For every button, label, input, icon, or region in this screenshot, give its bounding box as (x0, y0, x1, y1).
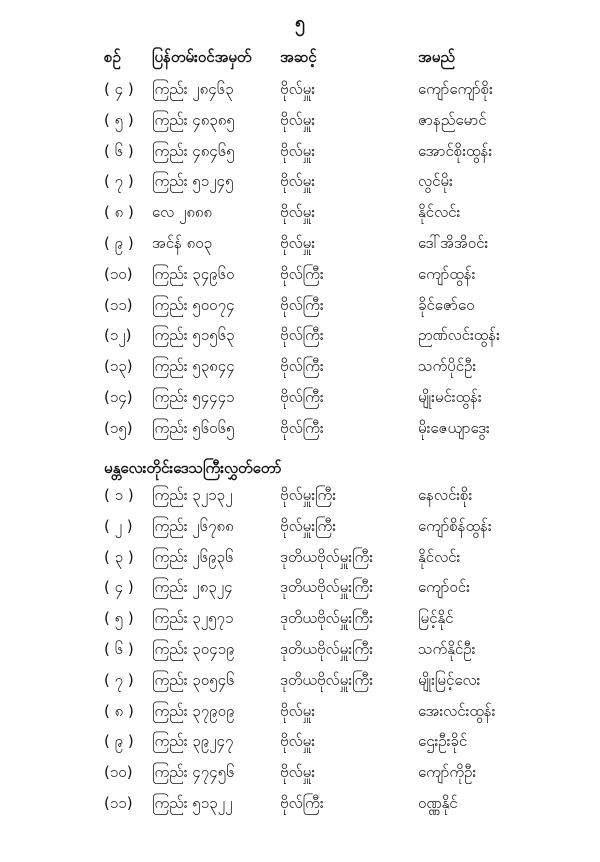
table-row (0, 262, 600, 286)
table-header (0, 45, 600, 69)
table-row (0, 385, 600, 409)
gazette-number-cell: ကြည်း ၅၄၄၄၁ (152, 388, 235, 406)
name-cell: ဌေးဦးခိုင် (418, 732, 468, 751)
gazette-number-cell: အင်န် ၈၀၃ (152, 234, 213, 252)
serial-cell: (၁၅) (104, 418, 133, 437)
section-title: မန္တလေးတိုင်းဒေသကြီးလွှတ်တော် (104, 459, 282, 477)
rank-cell: ဗိုလ်ကြီး (280, 326, 324, 345)
table-row (0, 416, 600, 440)
serial-cell: (၁၂) (104, 326, 132, 345)
gazette-number-cell: ကြည်း ၃၉၂၄၇ (152, 732, 234, 751)
name-cell: မျိုးမြင့်လေး (418, 670, 481, 689)
gazette-number-cell: ကြည်း ၅၀၀၇၄ (152, 295, 235, 314)
serial-cell: ( ၆ ) (104, 141, 134, 160)
rank-cell: ဗိုလ်မှူး (280, 110, 316, 129)
serial-cell: ( ၇ ) (104, 172, 134, 191)
rank-cell: ဒုတိယဗိုလ်မှူးကြီး (280, 547, 374, 566)
rank-cell: ဗိုလ်ကြီး (280, 794, 324, 812)
gazette-number-cell: ကြည်း ၃၂၅၇၁ (152, 609, 234, 628)
name-cell: သက်ပိုင်ဦး (418, 357, 477, 376)
gazette-number-cell: ကြည်း ၄၈၄၆၅ (152, 141, 235, 160)
gazette-number-cell: ကြည်း ၅၁၃၂၂ (152, 794, 233, 812)
gazette-number-cell: လေ ၂၈၈၈ (152, 203, 213, 222)
rank-cell: ဒုတိယဗိုလ်မှူးကြီး (280, 640, 374, 658)
name-cell: နိုင်လင်း (418, 203, 461, 222)
gazette-number-cell: ကြည်း ၅၁၅၆၃ (152, 326, 235, 345)
rank-cell: ဗိုလ်မှူး (280, 141, 316, 160)
gazette-number-cell: ကြည်း ၂၈၄၆၃ (152, 80, 234, 98)
serial-cell: ( ၆ ) (104, 640, 134, 658)
name-cell: မိုးဇေယျာဒွေး (418, 418, 490, 437)
name-cell: လွင်မိုး (418, 172, 453, 191)
table-row (0, 699, 600, 723)
name-cell: နိုင်လင်း (418, 547, 461, 566)
table-row (0, 545, 600, 569)
rank-cell: ဗိုလ်မှူး (280, 234, 316, 252)
name-cell: သက်နိုင်ဦး (418, 640, 476, 658)
table-row (0, 637, 600, 661)
table-row (0, 791, 600, 815)
table-row (0, 231, 600, 255)
name-cell: ခိုင်ဇော်ဝေ (418, 295, 475, 314)
gazette-number-cell: ကြည်း ၄၇၄၅၆ (152, 763, 235, 782)
serial-cell: ( ၉ ) (104, 234, 134, 252)
gazette-number-cell: ကြည်း ၃၀၄၁၉ (152, 640, 235, 658)
gazette-number-cell: ကြည်း ၅၃၈၄၄ (152, 357, 235, 376)
table-row (0, 139, 600, 163)
gazette-number-cell: ကြည်း ၂၈၃၂၄ (152, 578, 233, 597)
table-row (0, 293, 600, 317)
rank-cell: ဗိုလ်မှူး (280, 732, 316, 751)
rank-cell: ဗိုလ်မှူး (280, 172, 316, 191)
serial-cell: ( ၉ ) (104, 732, 134, 751)
serial-cell: (၁၁) (104, 295, 133, 314)
name-cell: အောင်စိုးထွန်း (418, 141, 493, 160)
table-row (0, 514, 600, 538)
name-cell: ကျော်ကိုဦး (418, 763, 477, 782)
table-row (0, 575, 600, 599)
header-rank: အဆင့် (280, 48, 317, 66)
table-row (0, 169, 600, 193)
rank-cell: ဗိုလ်မှူး (280, 763, 316, 782)
gazette-number-cell: ကြည်း ၃၀၅၄၆ (152, 670, 235, 689)
name-cell: ကျော်စိန်ထွန်း (418, 516, 492, 535)
name-cell: နေလင်းစိုး (418, 486, 473, 504)
serial-cell: (၁၀) (104, 264, 133, 283)
name-cell: ကျော်ဝင်း (418, 578, 470, 597)
gazette-number-cell: ကြည်း ၃၂၁၃၂ (152, 486, 233, 504)
rank-cell: ဗိုလ်မှူး (280, 701, 316, 720)
table-row (0, 760, 600, 784)
table-row (0, 483, 600, 507)
rank-cell: ဒုတိယဗိုလ်မှူးကြီး (280, 670, 374, 689)
gazette-number-cell: ကြည်း ၄၈၃၈၅ (152, 110, 235, 129)
serial-cell: ( ၅ ) (104, 609, 134, 628)
table-row (0, 200, 600, 224)
gazette-number-cell: ကြည်း ၅၁၂၄၅ (152, 172, 234, 191)
rank-cell: ဗိုလ်ကြီး (280, 388, 324, 406)
table-row (0, 108, 600, 132)
table-row (0, 323, 600, 347)
name-cell: ဝဏ္ဏနိုင် (418, 794, 458, 812)
serial-cell: (၁၁) (104, 794, 133, 812)
table-row (0, 729, 600, 753)
name-cell: မြင့်နိုင် (418, 609, 454, 628)
serial-cell: (၁၃) (104, 357, 133, 376)
serial-cell: ( ၈ ) (104, 701, 134, 720)
rank-cell: ဗိုလ်ကြီး (280, 418, 324, 437)
serial-cell: ( ၃ ) (104, 547, 134, 566)
serial-cell: (၁၄) (104, 388, 133, 406)
name-cell: ဒေါ်အိအိဝင်း (418, 234, 489, 252)
name-cell: မျိုးမင်းထွန်း (418, 388, 482, 406)
rank-cell: ဗိုလ်ကြီး (280, 357, 324, 376)
serial-cell: (၁၀) (104, 763, 133, 782)
rank-cell: ဒုတိယဗိုလ်မှူးကြီး (280, 578, 374, 597)
name-cell: ဉာဏ်လင်းထွန်း (418, 326, 500, 345)
rank-cell: ဗိုလ်မှူးကြီး (280, 486, 337, 504)
rank-cell: ဗိုလ်ကြီး (280, 295, 324, 314)
name-cell: ကျော်ထွန်း (418, 264, 476, 283)
rank-cell: ဗိုလ်ကြီး (280, 264, 324, 283)
gazette-number-cell: ကြည်း ၃၄၉၆၀ (152, 264, 235, 283)
gazette-number-cell: ကြည်း ၃၇၉၀၉ (152, 701, 235, 720)
gazette-number-cell: ကြည်း ၅၆၀၆၅ (152, 418, 235, 437)
serial-cell: ( ၇ ) (104, 670, 134, 689)
serial-cell: ( ၄ ) (104, 578, 134, 597)
table-row (0, 668, 600, 692)
header-serial: စဉ် (104, 48, 121, 66)
serial-cell: ( ၈ ) (104, 203, 134, 222)
header-gazette-number: ပြန်တမ်းဝင်အမှတ် (152, 48, 252, 66)
table-row (0, 606, 600, 630)
rank-cell: ဒုတိယဗိုလ်မှူးကြီး (280, 609, 374, 628)
serial-cell: ( ၂ ) (104, 516, 133, 535)
serial-cell: ( ၄ ) (104, 80, 134, 98)
name-cell: ကျော်ကျော်စိုး (418, 80, 493, 98)
serial-cell: ( ၅ ) (104, 110, 134, 129)
serial-cell: ( ၁ ) (104, 486, 134, 504)
table-row (0, 77, 600, 101)
table-row (0, 354, 600, 378)
rank-cell: ဗိုလ်မှူး (280, 80, 316, 98)
gazette-number-cell: ကြည်း ၂၆၇၈၈ (152, 516, 234, 535)
name-cell: အေးလင်းထွန်း (418, 701, 496, 720)
rank-cell: ဗိုလ်မှူး (280, 203, 316, 222)
rank-cell: ဗိုလ်မှူးကြီး (280, 516, 337, 535)
gazette-number-cell: ကြည်း ၂၆၉၃၆ (152, 547, 234, 566)
name-cell: ဇာနည်မောင် (418, 110, 487, 129)
page-number: ၅ (294, 12, 306, 33)
header-name: အမည် (418, 48, 455, 66)
